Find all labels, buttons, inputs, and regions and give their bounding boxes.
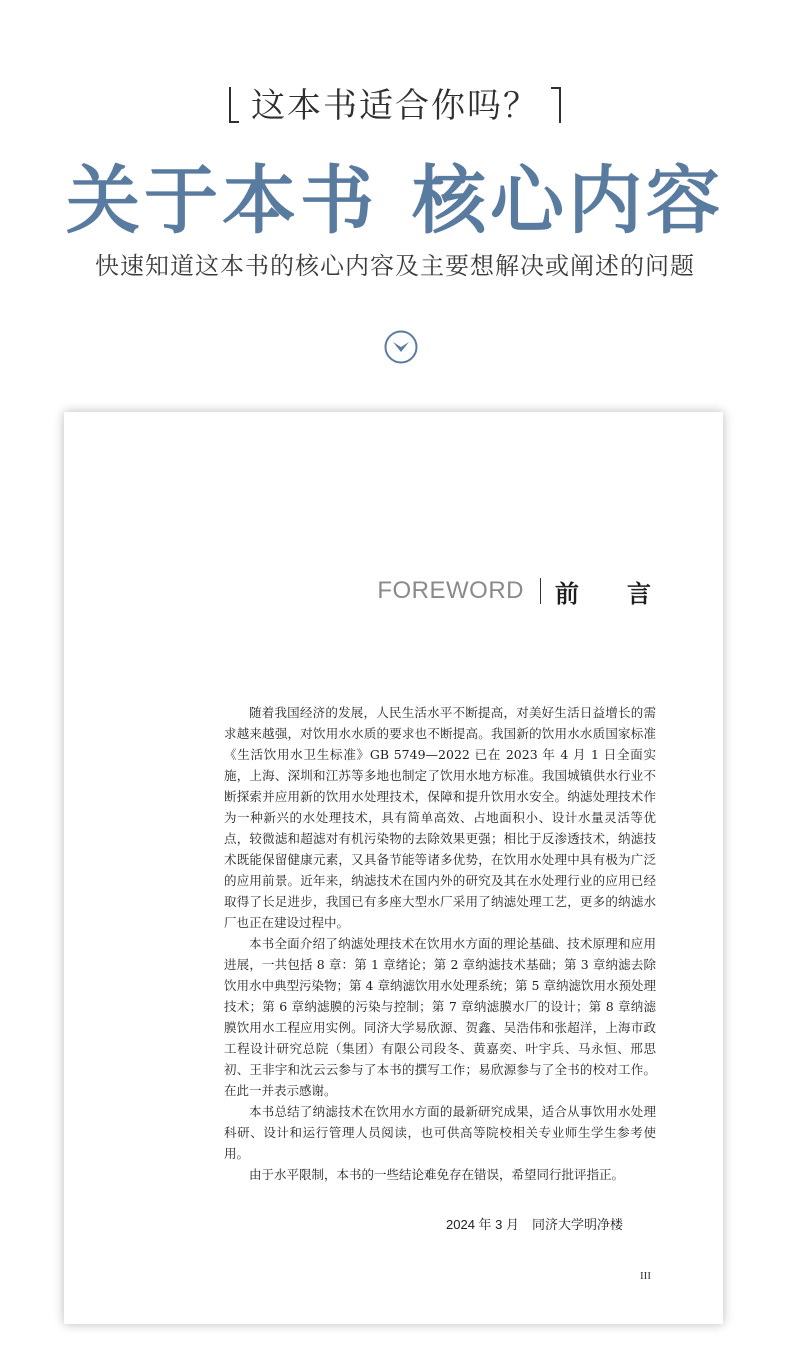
- paragraph: 本书总结了纳滤技术在饮用水方面的最新研究成果，适合从事饮用水处理科研、设计和运行管理人员阅读，也可供高等院校相关专业师生学生参考使用。: [224, 1104, 656, 1161]
- foreword-heading: [377, 574, 699, 608]
- paragraph: 本书全面介绍了纳滤处理技术在饮用水方面的理论基础、技术原理和应用进展，一共包括 8 章：第 1 章绪论；第 2 章纳滤技术基础；第 3 章纳滤去除饮用水中典型污染物；第 4 章纳滤饮用水处理系统；第 5 章纳滤饮用水预处理技术；第 6 章纳滤膜的污染与控制；第 7 章纳滤膜水厂的设计；第 8 章纳滤膜饮用水工程应用实例。同济大学易欣源、贺鑫、吴浩伟和张超洋，上海市政工程设计研究总院（集团）有限公司段冬、黄嘉奕、叶宇兵、马永恒、邢思初、王非宇和沈云云参与了本书的撰写工作；易欣源参与了全书的校对工作。在此一并表示感谢。: [224, 936, 656, 1098]
- foreword-body: [224, 702, 656, 1185]
- tagline: 快速知道这本书的核心内容及主要想解决或阐述的问题: [95, 252, 695, 280]
- title-part-2: 核心内容: [412, 158, 724, 244]
- page-title: [0, 142, 790, 248]
- book-page: [64, 412, 723, 1324]
- paragraph: 随着我国经济的发展，人民生活水平不断提高，对美好生活日益增长的需求越来越强，对饮用水水质的要求也不断提高。我国新的饮用水水质国家标准《生活饮用水卫生标准》GB 5749—2022 已在 2023 年 4 月 1 日全面实施，上海、深圳和江苏等多地也制定了饮用水地方标准。我国城镇供水行业不断探索并应用新的饮用水处理技术，保障和提升饮用水安全。纳滤处理技术作为一种新兴的水处理技术，具有简单高效、占地面积小、设计水量灵活等优点，较微滤和超滤对有机污染物的去除效果更强；相比于反渗透技术，纳滤技术既能保留健康元素，又具备节能等诸多优势，在饮用水处理中具有极为广泛的应用前景。近年来，纳滤技术在国内外的研究及其在水处理行业的应用已经取得了长足进步，我国已有多座大型水厂采用了纳滤处理工艺，更多的纳滤水厂也正在建设过程中。: [224, 705, 656, 930]
- paragraph: 由于水平限制，本书的一些结论难免存在错误，希望同行批评指正。: [249, 1167, 625, 1182]
- page-number: III: [640, 1270, 651, 1282]
- signature: 2024 年 3 月 同济大学明净楼: [446, 1217, 623, 1232]
- question-text: 这本书适合你吗？: [251, 86, 539, 126]
- heading-divider: [540, 578, 541, 604]
- title-part-1: 关于本书: [66, 158, 378, 244]
- right-bracket: [551, 87, 561, 123]
- heading-en: FOREWORD: [377, 577, 524, 604]
- heading-cn: 前言: [555, 579, 699, 608]
- left-bracket: [229, 87, 239, 123]
- circle-chevron-down-icon: [384, 330, 418, 364]
- section-question: [0, 78, 790, 127]
